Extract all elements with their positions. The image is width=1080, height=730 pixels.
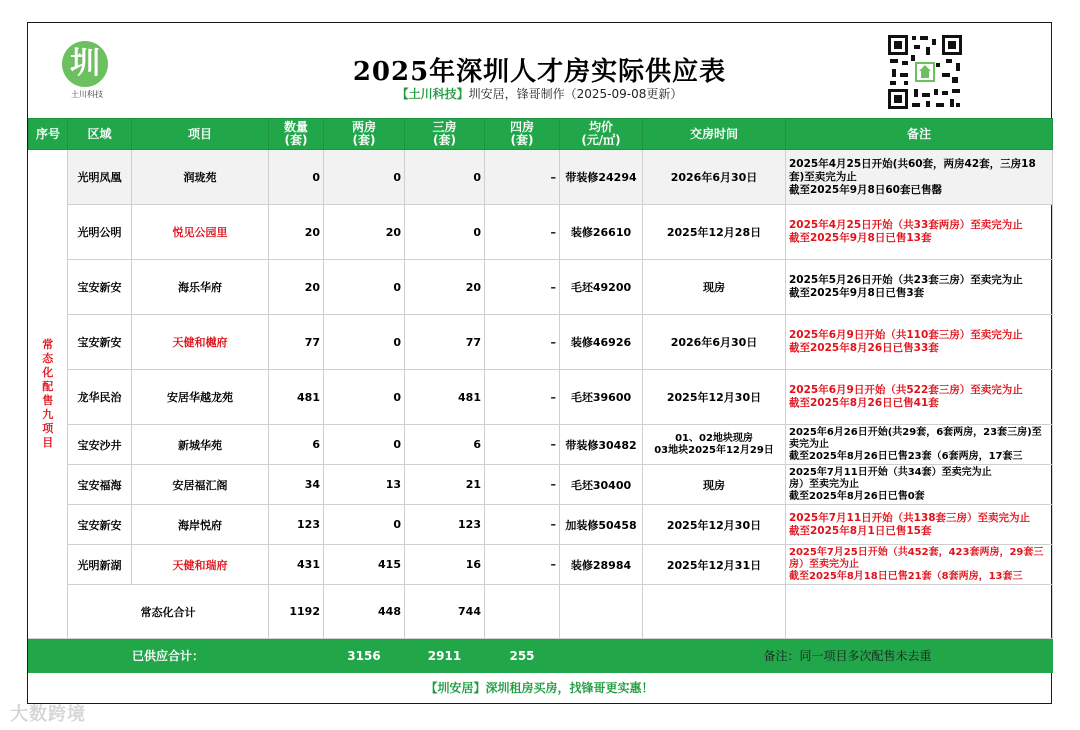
table-row [29,205,1053,260]
row-delivery: 2025年12月31日 [643,545,786,585]
row-two: 0 [324,505,405,545]
table-row [29,370,1053,425]
row-three: 6 [405,425,485,465]
row-qty: 0 [269,150,324,205]
row-area: 宝安新安 [68,315,132,370]
watermark: 大数跨境 [10,704,86,725]
row-two: 20 [324,205,405,260]
row-four: – [485,505,560,545]
row-delivery: 现房 [643,260,786,315]
page-title: 2025年深圳人才房实际供应表 [352,57,727,87]
table-row [29,260,1053,315]
row-price: 装修46926 [560,315,643,370]
row-four: – [485,465,560,505]
summary-note: 备注：同一项目多次配售未去重 [643,639,1053,673]
table-row [29,150,1053,205]
col-header-two-room: 两房 (套) [324,119,405,150]
summary-price [560,639,643,673]
row-delivery: 2025年12月28日 [643,205,786,260]
row-price: 带装修24294 [560,150,643,205]
table-row [29,505,1053,545]
row-two: 0 [324,150,405,205]
row-remark: 2025年7月25日开始（共452套，423套两房，29套三房）至卖完为止 截至2025年8月18日已售21套（8套两房，13套三 [786,545,1053,585]
col-header-index: 序号 [29,119,68,150]
row-qty: 77 [269,315,324,370]
row-four: – [485,425,560,465]
subtotal-delivery [643,585,786,639]
subtotal-two: 448 [324,585,405,639]
row-price: 毛坯49200 [560,260,643,315]
row-area: 光明公明 [68,205,132,260]
row-project: 海乐华府 [132,260,269,315]
row-qty: 481 [269,370,324,425]
subtotal-three: 744 [405,585,485,639]
row-three: 0 [405,205,485,260]
row-remark: 2025年6月26日开始(共29套，6套两房，23套三房)至卖完为止 截至2025年8月26日已售23套（6套两房，17套三 [786,425,1053,465]
summary-row [29,639,1053,673]
row-remark: 2025年4月25日开始(共60套，两房42套，三房18套)至卖完为止 截至2025年9月8日60套已售罄 [786,150,1053,205]
row-four: – [485,260,560,315]
table-row [29,425,1053,465]
row-price: 装修26610 [560,205,643,260]
subtotal-four [485,585,560,639]
row-area: 宝安新安 [68,260,132,315]
sheet-header [28,23,1051,117]
supply-sheet [27,22,1052,704]
row-project: 安居华越龙苑 [132,370,269,425]
row-project: 润珑苑 [132,150,269,205]
row-three: 20 [405,260,485,315]
group-label: 常态化配售九项目 [29,150,68,639]
row-qty: 20 [269,260,324,315]
row-price: 毛坯30400 [560,465,643,505]
row-remark: 2025年6月9日开始（共110套三房）至卖完为止 截至2025年8月26日已售33套 [786,315,1053,370]
header-row [29,119,1053,150]
subtotal-row [29,585,1053,639]
row-delivery: 现房 [643,465,786,505]
summary-two: 3156 [324,639,405,673]
summary-three: 2911 [405,639,485,673]
row-project: 新城华苑 [132,425,269,465]
table-row [29,545,1053,585]
row-project: 天健和瑞府 [132,545,269,585]
row-remark: 2025年7月11日开始（共34套）至卖完为止 房）至卖完为止 截至2025年8月26日已售0套 [786,465,1053,505]
subtotal-price [560,585,643,639]
col-header-area: 区域 [68,119,132,150]
row-price: 加装修50458 [560,505,643,545]
tuchuan-logo: 圳 [62,41,108,87]
row-project: 悦见公园里 [132,205,269,260]
row-area: 宝安新安 [68,505,132,545]
col-header-three-room: 三房 (套) [405,119,485,150]
subtitle-text: 圳安居，锋哥制作（2025-09-08更新） [468,87,683,101]
row-two: 0 [324,370,405,425]
row-project: 安居福汇阁 [132,465,269,505]
qr-code-icon [886,33,964,111]
row-delivery: 2025年12月30日 [643,370,786,425]
logo-caption: 土川科技 [71,90,103,99]
row-project: 海岸悦府 [132,505,269,545]
row-remark: 2025年5月26日开始（共23套三房）至卖完为止 截至2025年9月8日已售3套 [786,260,1053,315]
col-header-qty: 数量 (套) [269,119,324,150]
row-project: 天健和樾府 [132,315,269,370]
row-four: – [485,545,560,585]
subtitle-brand: 【土川科技】 [396,87,469,101]
row-area: 宝安沙井 [68,425,132,465]
row-two: 415 [324,545,405,585]
row-two: 0 [324,260,405,315]
summary-spacer [29,639,68,673]
row-price: 带装修30482 [560,425,643,465]
col-header-price: 均价 (元/㎡) [560,119,643,150]
row-qty: 6 [269,425,324,465]
row-remark: 2025年4月25日开始（共33套两房）至卖完为止 截至2025年9月8日已售13套 [786,205,1053,260]
row-four: – [485,150,560,205]
table-row [29,315,1053,370]
row-qty: 123 [269,505,324,545]
col-header-project: 项目 [132,119,269,150]
col-header-remark: 备注 [786,119,1053,150]
row-two: 0 [324,315,405,370]
row-area: 龙华民治 [68,370,132,425]
subtotal-remark [786,585,1053,639]
row-two: 0 [324,425,405,465]
supply-table [28,118,1053,673]
summary-label: 已供应合计： [68,639,269,673]
row-delivery: 01、02地块现房 03地块2025年12月29日 [643,425,786,465]
row-three: 481 [405,370,485,425]
subtotal-label: 常态化合计 [68,585,269,639]
row-four: – [485,315,560,370]
row-price: 装修28984 [560,545,643,585]
row-three: 21 [405,465,485,505]
row-qty: 431 [269,545,324,585]
row-qty: 20 [269,205,324,260]
row-remark: 2025年6月9日开始（共522套三房）至卖完为止 截至2025年8月26日已售41套 [786,370,1053,425]
row-three: 0 [405,150,485,205]
table-row [29,465,1053,505]
row-area: 光明新湖 [68,545,132,585]
row-delivery: 2026年6月30日 [643,315,786,370]
subtotal-qty: 1192 [269,585,324,639]
col-header-delivery: 交房时间 [643,119,786,150]
row-two: 13 [324,465,405,505]
row-three: 77 [405,315,485,370]
col-header-four-room: 四房 (套) [485,119,560,150]
summary-qty [269,639,324,673]
row-area: 宝安福海 [68,465,132,505]
footer-slogan: 【圳安居】深圳租房买房，找锋哥更实惠！ [425,681,654,695]
row-qty: 34 [269,465,324,505]
row-delivery: 2025年12月30日 [643,505,786,545]
summary-four: 255 [485,639,560,673]
row-delivery: 2026年6月30日 [643,150,786,205]
row-three: 16 [405,545,485,585]
row-remark: 2025年7月11日开始（共138套三房）至卖完为止 截至2025年8月1日已售15套 [786,505,1053,545]
row-four: – [485,370,560,425]
row-four: – [485,205,560,260]
row-three: 123 [405,505,485,545]
row-area: 光明凤凰 [68,150,132,205]
row-price: 毛坯39600 [560,370,643,425]
